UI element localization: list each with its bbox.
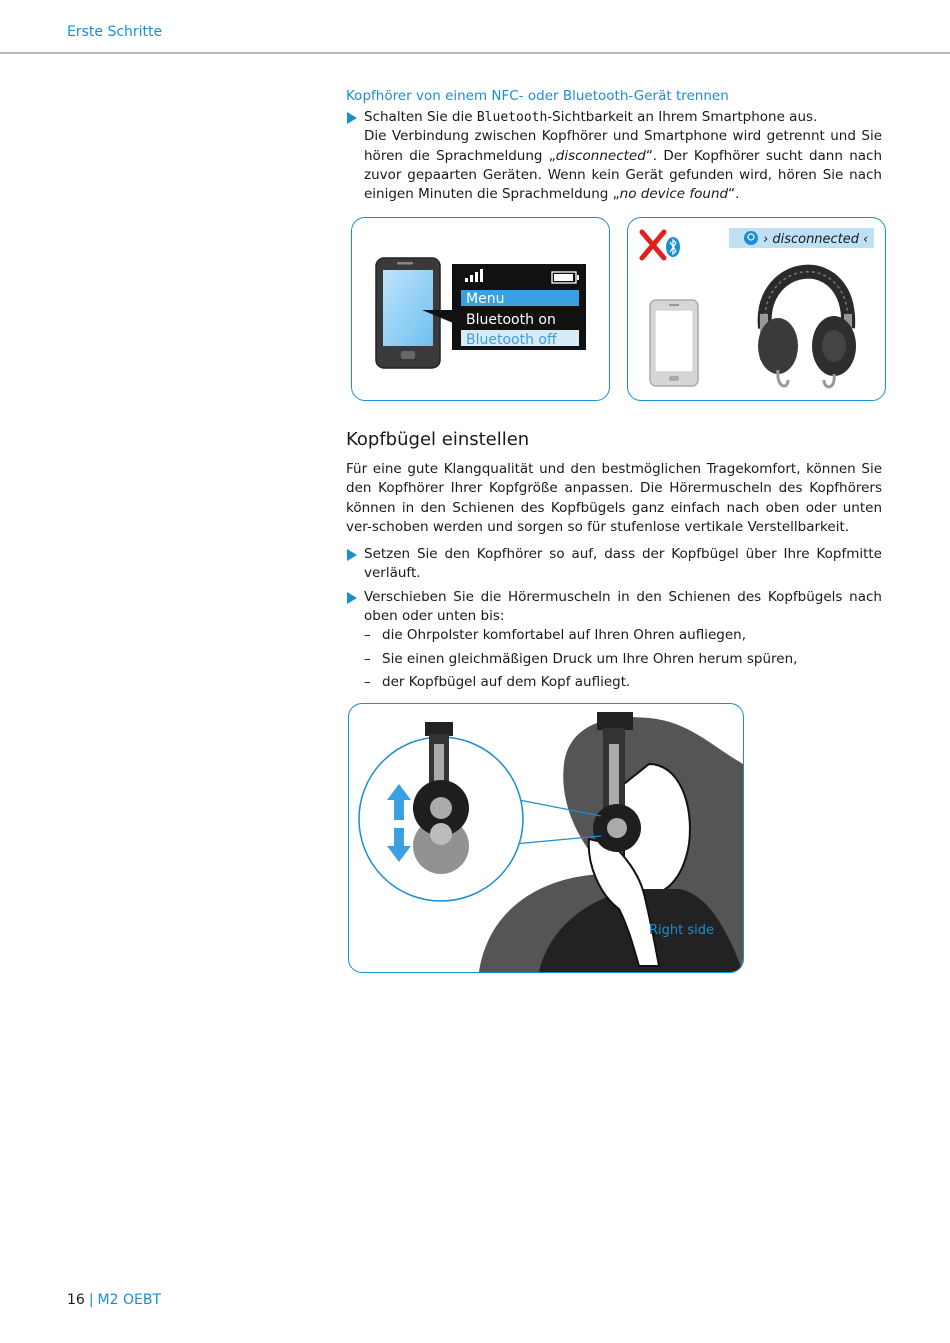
bullet-text: Verschieben Sie die Hörermuscheln in den Schienen des Kopfbügels nach oben oder unten bis: — [364, 588, 882, 625]
list-item-text: die Ohrpolster komfortabel auf Ihren Ohren aufliegen, — [382, 627, 747, 644]
phone-menu-illustration — [352, 218, 609, 400]
bullet-text-post: -Sichtbarkeit an Ihrem Smartphone aus. — [547, 109, 818, 125]
dash-marker: – — [364, 673, 371, 690]
instruction-bullet — [346, 108, 882, 127]
section-headband — [346, 428, 882, 692]
result-italic-2: no device found — [619, 186, 729, 203]
list-item-text: der Kopfbügel auf dem Kopf aufliegt. — [382, 673, 631, 690]
headband-illustration — [349, 704, 743, 972]
menu-option-on: Bluetooth on — [466, 312, 556, 328]
result-part-3: “. — [728, 186, 740, 203]
section-subheading: Kopfhörer von einem NFC- oder Bluetooth-Gerät trennen — [346, 88, 729, 104]
list-item — [346, 626, 882, 645]
side-label: Right side — [649, 923, 714, 938]
result-italic-1: disconnected — [555, 147, 646, 164]
voice-prompt-label: › disconnected ‹ — [763, 232, 869, 247]
menu-option-off: Bluetooth off — [466, 332, 557, 348]
smartphone-icon — [650, 300, 698, 386]
list-item-text: Sie einen gleichmäßigen Druck um Ihre Ohren herum spüren, — [382, 650, 798, 667]
headphones-icon — [758, 272, 856, 387]
bullet-text-pre: Schalten Sie die — [364, 109, 477, 125]
page-footer — [67, 1292, 161, 1308]
bullet-triangle-icon — [347, 592, 357, 604]
result-part-2: “. Der Kopfhörer sucht dann nach zuvor gepaarten Geräten. Wenn kein Gerät gefunden wird, hören Sie nach einigen Minuten die Sprachmeldung „ — [364, 147, 882, 203]
figure-phone-menu — [351, 217, 610, 401]
header-divider — [0, 52, 950, 54]
page-number: 16 — [67, 1292, 85, 1308]
dash-marker: – — [364, 627, 371, 644]
figure-disconnected — [627, 217, 886, 401]
instruction-bullet-1 — [346, 545, 882, 584]
list-item — [346, 650, 882, 669]
intro-paragraph: Für eine gute Klangqualität und den bestmöglichen Tragekomfort, können Sie den Kopfhörer Ihrer Kopfgröße anpassen. Die Hörermuscheln des Kopfhörers können in den Schienen des Kopfbügels ganz einfach nach oben oder unten ver-schoben werden und sorgen so für stufenlose vertikale Verstellbarkeit. — [346, 461, 882, 535]
section-heading: Kopfbügel einstellen — [346, 429, 530, 450]
bullet-text: Setzen Sie den Kopfhörer so auf, dass der Kopfbügel über Ihre Kopfmitte verläuft. — [364, 546, 882, 582]
list-item — [346, 673, 882, 692]
bluetooth-off-icon — [642, 232, 680, 258]
footer-model: M2 OEBT — [97, 1292, 162, 1308]
instruction-bullet-2 — [346, 588, 882, 627]
bullet-triangle-icon — [347, 112, 357, 124]
bullet-keyword: Bluetooth — [476, 110, 548, 125]
bullet-triangle-icon — [347, 549, 357, 561]
result-part-1: Die Verbindung zwischen Kopfhörer und Smartphone wird getrennt und Sie hören die Sprachmeldung „ — [364, 128, 882, 164]
running-header: Erste Schritte — [67, 24, 163, 40]
footer-separator: | — [88, 1292, 94, 1308]
dash-marker: – — [364, 650, 371, 667]
result-text — [346, 127, 882, 204]
figure-headband-adjust — [348, 703, 744, 973]
disconnected-illustration — [628, 218, 885, 400]
section-disconnect — [346, 87, 882, 204]
menu-title: Menu — [466, 291, 505, 307]
